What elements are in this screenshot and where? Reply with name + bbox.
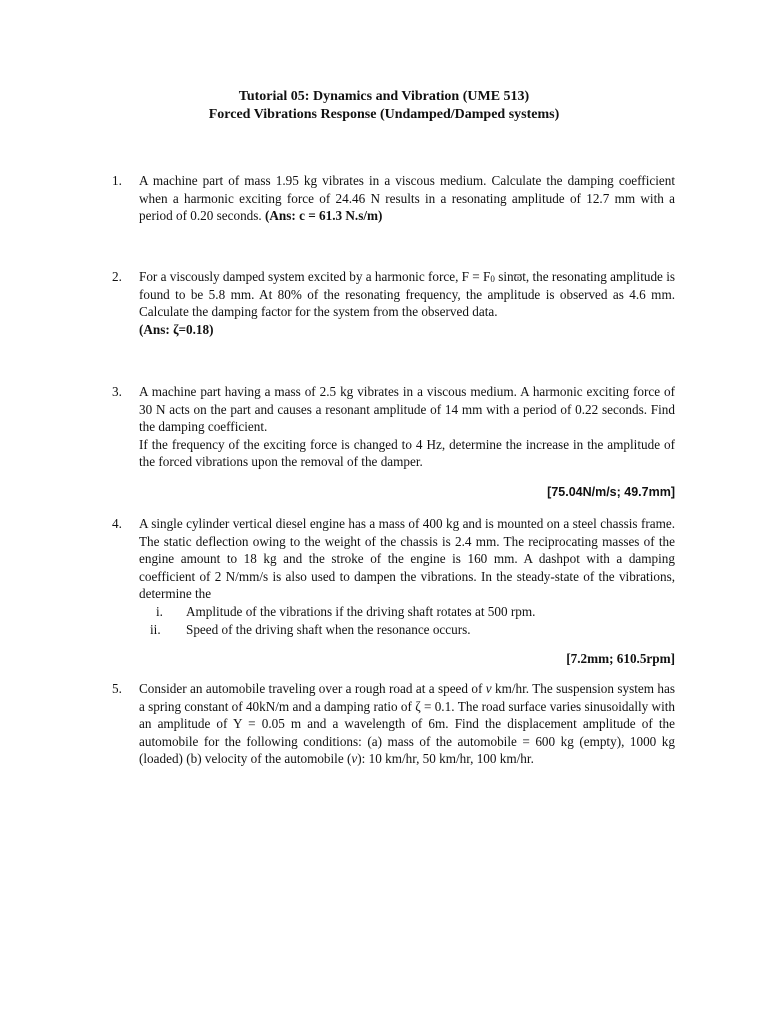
question-text-cont: sinϖt, the resonating amplitude is found to be 5.8 mm. At 80% of the resonating frequency, the amplitude is observed as 4.6 mm. Calculate the damping factor for the system from the observed data. bbox=[139, 269, 676, 320]
sub-question-i bbox=[112, 603, 675, 621]
subscript: 0 bbox=[490, 274, 495, 284]
question-text-cont: km/hr. The suspension system has a spring constant of 40kN/m and a damping ratio of ζ = 0.1. The road surface varies sinusoidally with an amplitude of Y = 0.05 m and a wavelength of 6m. Find the displacement amplitude of the automobile for the following conditions: (a) mass of the automobile = 600 kg (empty), 1000 kg (loaded) (b) velocity of the automobile ( bbox=[139, 681, 675, 767]
answer-3: [75.04N/m/s; 49.7mm] bbox=[547, 485, 675, 499]
sub-text: Speed of the driving shaft when the resonance occurs. bbox=[186, 621, 471, 637]
question-number: 4. bbox=[112, 516, 122, 531]
question-text-cont: If the frequency of the exciting force is changed to 4 Hz, determine the increase in the amplitude of the forced vibrations upon the removal of the damper. bbox=[139, 436, 675, 470]
tutorial-subtitle: Forced Vibrations Response (Undamped/Damped systems) bbox=[208, 107, 560, 122]
question-4 bbox=[112, 515, 675, 638]
question-3 bbox=[112, 383, 675, 471]
variable-v: v bbox=[485, 681, 492, 696]
question-number: 1. bbox=[112, 173, 122, 188]
question-text: For a viscously damped system excited by a harmonic force, F = F bbox=[139, 269, 491, 284]
question-number: 3. bbox=[112, 384, 122, 399]
question-text: Consider an automobile traveling over a rough road at a speed of bbox=[139, 681, 486, 696]
question-number: 2. bbox=[112, 269, 122, 284]
answer: (Ans: ζ=0.18) bbox=[139, 321, 214, 337]
question-number: 5. bbox=[112, 681, 122, 696]
sub-number: i. bbox=[156, 603, 163, 619]
sub-number: ii. bbox=[150, 621, 161, 637]
question-text: A machine part having a mass of 2.5 kg vibrates in a viscous medium. A harmonic exciting force of 30 N acts on the part and causes a resonant amplitude of 14 mm with a period of 0.22 seconds. Find the damping coefficient. bbox=[139, 384, 675, 435]
answer: (Ans: c = 61.3 N.s/m) bbox=[265, 208, 383, 224]
tutorial-title: Tutorial 05: Dynamics and Vibration (UME 513) bbox=[238, 89, 530, 104]
question-5 bbox=[112, 680, 675, 768]
variable-v: v bbox=[351, 751, 358, 767]
sub-question-ii bbox=[112, 621, 675, 639]
question-text: A machine part of mass 1.95 kg vibrates in a viscous medium. Calculate the damping coefficient when a harmonic exciting force of 24.46 N results in a resonating amplitude of 12.7 mm with a period of 0.20 seconds. bbox=[139, 173, 675, 224]
question-text: A single cylinder vertical diesel engine has a mass of 400 kg and is mounted on a steel chassis frame. The static deflection owing to the weight of the chassis is 2.4 mm. The reciprocating masses of the engine amount to 18 kg and the stroke of the engine is 160 mm. A dashpot with a damping coefficient of 2 N/mm/s is also used to dampen the vibrations. In the steady-state of the vibrations, determine the bbox=[139, 516, 675, 602]
question-1 bbox=[112, 172, 675, 225]
question-text-end: ): 10 km/hr, 50 km/hr, 100 km/hr. bbox=[357, 751, 534, 767]
answer-4: [7.2mm; 610.5rpm] bbox=[566, 651, 675, 666]
question-2 bbox=[112, 268, 675, 338]
sub-text: Amplitude of the vibrations if the driving shaft rotates at 500 rpm. bbox=[186, 603, 536, 619]
